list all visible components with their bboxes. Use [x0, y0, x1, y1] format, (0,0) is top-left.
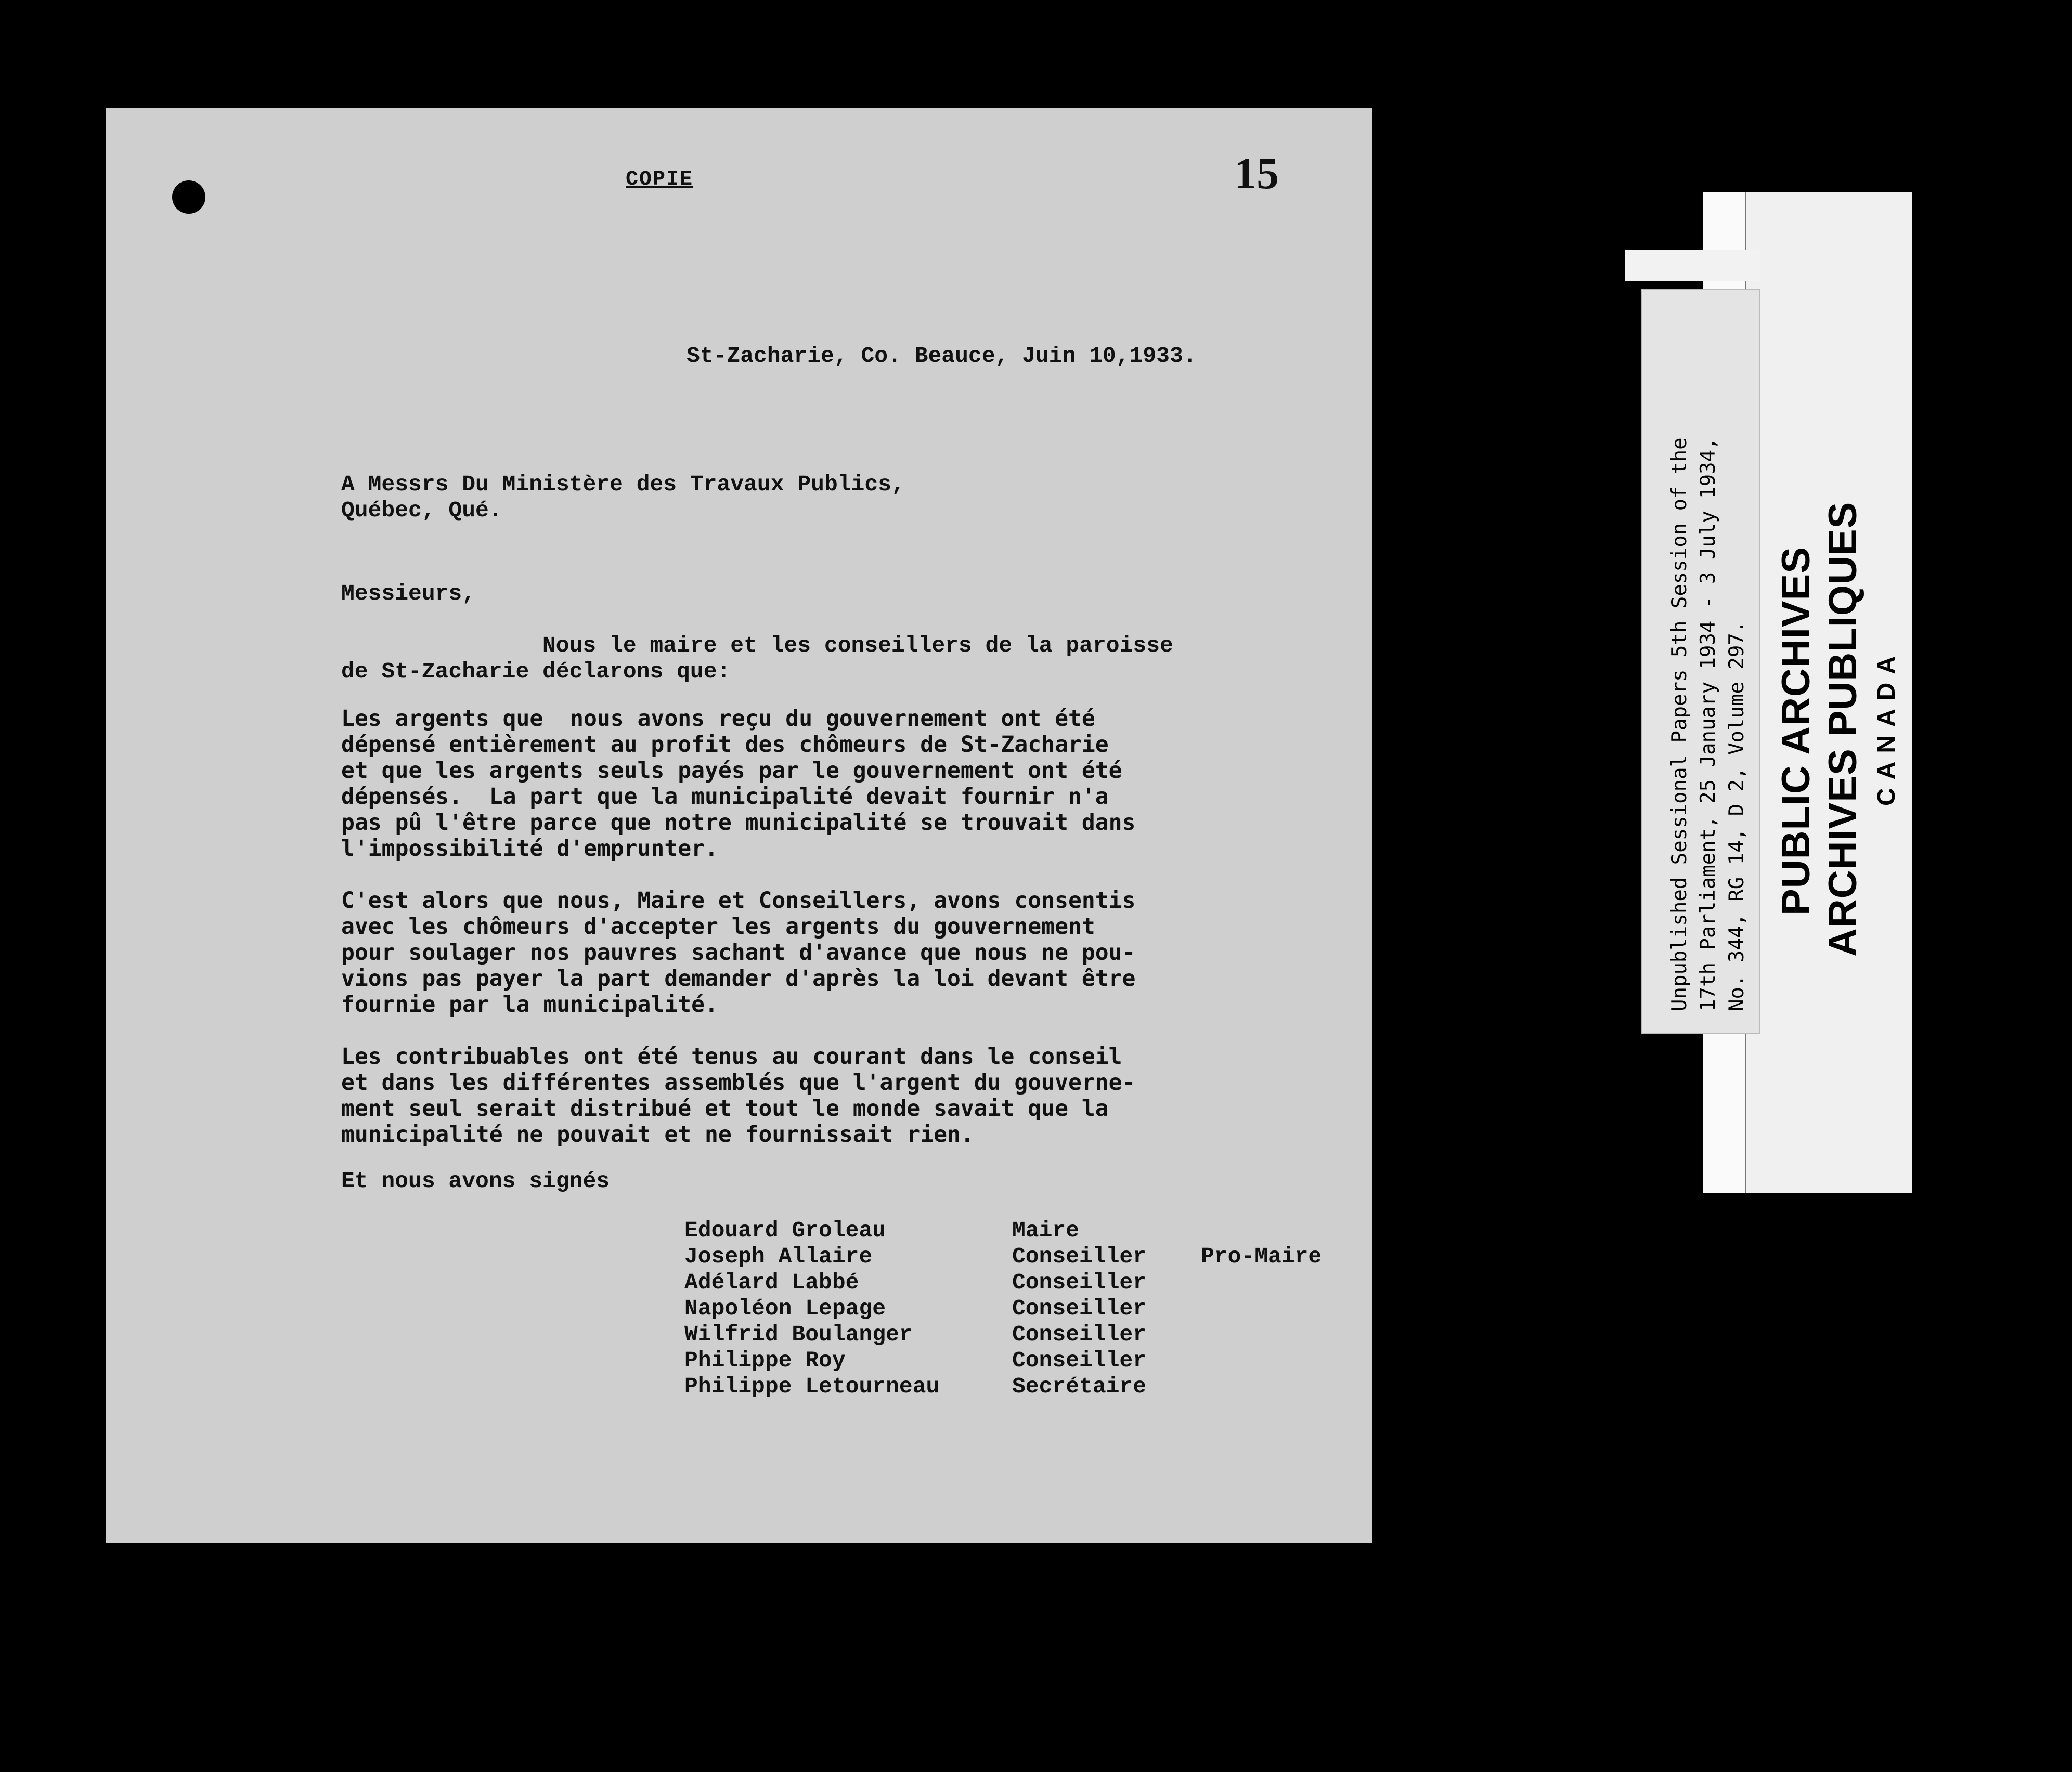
signatory-title: Conseiller — [1012, 1296, 1147, 1321]
archive-country: CANADA — [1873, 648, 1900, 806]
body-paragraph: C'est alors que nous, Maire et Conseillers, avons consentis avec les chômeurs d'accepter les argents du gouvernement pour soulager nos pauvres sachant d'avance que nous ne pou- vions pas payer la part demander d'après la loi devant être fournie par la municipalité. — [341, 888, 1136, 1018]
addressee-line: Québec, Qué. — [341, 498, 502, 523]
signatory-name: Edouard Groleau — [684, 1218, 886, 1243]
signatory-name: Philippe Roy — [684, 1348, 846, 1373]
signatory-title: Secrétaire — [1012, 1374, 1147, 1399]
page-number: 15 — [1234, 148, 1279, 198]
signatory-title: Conseiller — [1012, 1322, 1147, 1347]
signatory-title: Maire — [1012, 1218, 1080, 1243]
signatory-title: Conseiller — [1012, 1348, 1147, 1373]
signatory-title: Conseiller — [1012, 1270, 1147, 1295]
document-page — [106, 108, 1372, 1543]
archive-reference-line: 17th Parliament, 25 January 1934 - 3 July 1934, — [1697, 437, 1720, 1011]
archive-reference-line: No. 344, RG 14, D 2, Volume 297. — [1725, 620, 1749, 1011]
signatory-name: Joseph Allaire — [684, 1244, 873, 1269]
copy-header: COPIE — [626, 168, 694, 191]
body-paragraph: Les argents que nous avons reçu du gouvernement ont été dépensé entièrement au profit des chômeurs de St-Zacharie et que les argents seuls payés par le gouvernement ont été dépensés. La part que la municipalité devait fournir n'a pas pû l'être parce que notre municipalité se trouvait dans l'impossibilité d'emprunter. — [341, 706, 1136, 862]
archive-reference-line: Unpublished Sessional Papers 5th Session of the — [1668, 437, 1691, 1011]
body-paragraph: Les contribuables ont été tenus au courant dans le conseil et dans les différentes assemblés que l'argent du gouverne- ment seul serait distribué et tout le monde savait que la municipalité ne pouvait et ne fournissait rien. — [341, 1044, 1136, 1148]
salutation: Messieurs, — [341, 581, 476, 606]
signatory-name: Philippe Letourneau — [684, 1374, 940, 1399]
closing-line: Et nous avons signés — [341, 1168, 610, 1194]
addressee-line: A Messrs Du Ministère des Travaux Publics, — [341, 472, 905, 497]
signatory-name: Napoléon Lepage — [684, 1296, 886, 1321]
intro-line: de St-Zacharie déclarons que: — [341, 659, 731, 684]
archive-label-tab — [1625, 250, 1760, 281]
archive-name-french: ARCHIVES PUBLIQUES — [1821, 501, 1865, 957]
signatory-extra-title: Pro-Maire — [1201, 1244, 1322, 1269]
place-date: St-Zacharie, Co. Beauce, Juin 10,1933. — [687, 343, 1197, 369]
signatory-name: Wilfrid Boulanger — [684, 1322, 913, 1347]
intro-line: Nous le maire et les conseillers de la paroisse — [542, 633, 1173, 658]
signatory-name: Adélard Labbé — [684, 1270, 859, 1295]
punch-hole — [172, 180, 205, 214]
archive-name-english: PUBLIC ARCHIVES — [1774, 546, 1818, 915]
signatory-title: Conseiller — [1012, 1244, 1147, 1269]
